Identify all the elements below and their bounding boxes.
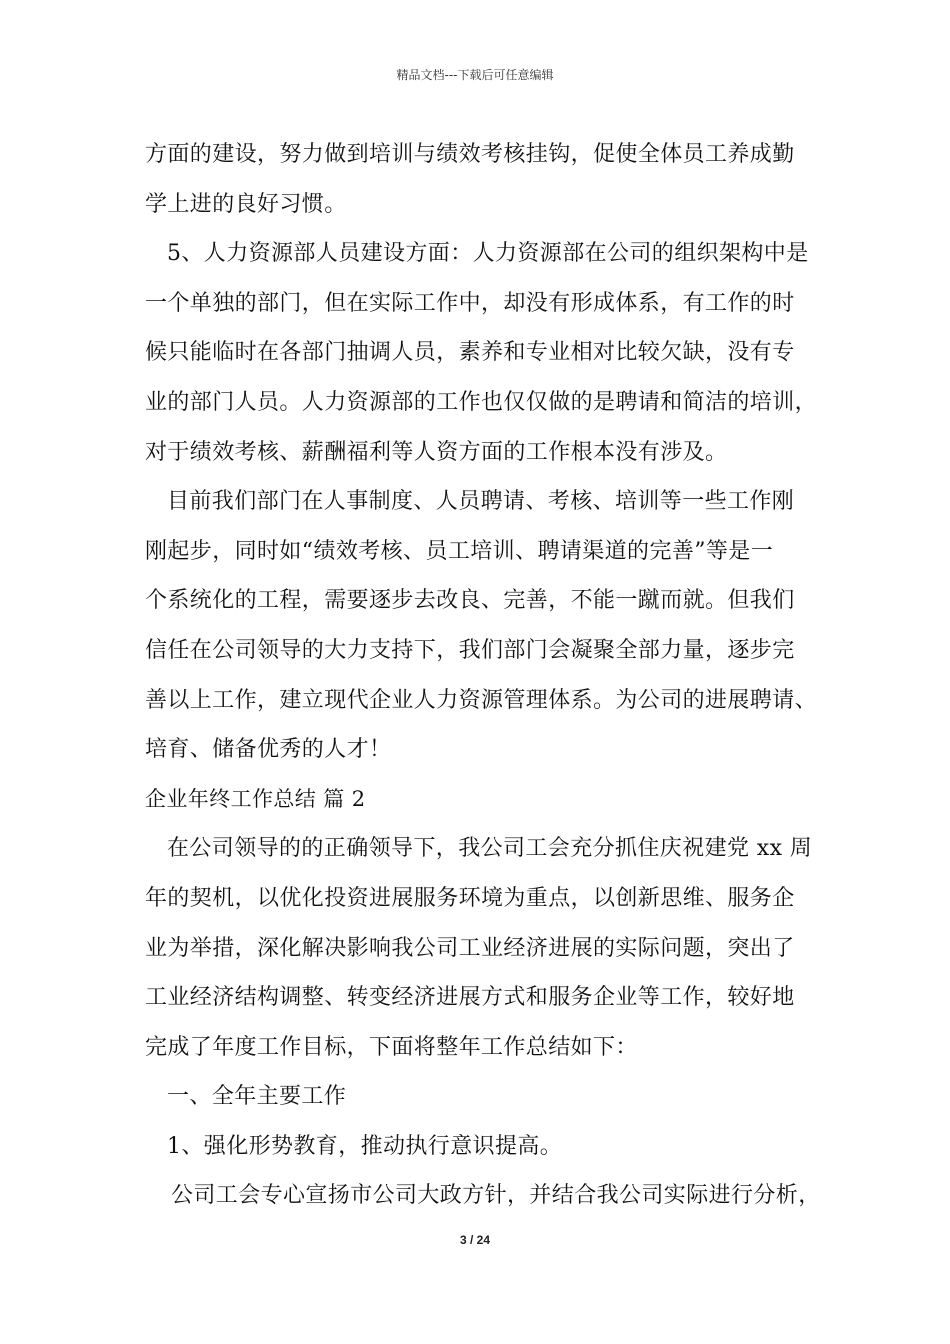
body-line: 目前我们部门在人事制度、人员聘请、考核、培训等一些工作刚	[167, 489, 795, 515]
body-line: 方面的建设，努力做到培训与绩效考核挂钩，促使全体员工养成勤	[145, 142, 795, 167]
body-line: 一个单独的部门，但在实际工作中，却没有形成体系，有工作的时	[145, 290, 795, 316]
section-heading: 企业年终工作总结 篇 2	[145, 786, 366, 811]
body-line: 信任在公司领导的大力支持下，我们部门会凝聚全部力量，逐步完	[145, 637, 795, 663]
document-body	[145, 130, 835, 1221]
body-line: 个系统化的工程，需要逐步去改良、完善，不能一蹴而就。但我们	[145, 588, 795, 614]
body-line: 年的契机，以优化投资进展服务环境为重点，以创新思维、服务企	[145, 885, 795, 911]
body-line: 业为举措，深化解决影响我公司工业经济进展的实际问题，突出了	[145, 935, 795, 961]
body-line: 培育、储备优秀的人才！	[145, 737, 392, 763]
body-line: 5、人力资源部人员建设方面：人力资源部在公司的组织架构中是	[167, 241, 809, 267]
page-number: 3 / 24	[459, 1233, 491, 1247]
body-line: 对于绩效考核、薪酬福利等人资方面的工作根本没有涉及。	[145, 439, 728, 465]
body-line: 完成了年度工作目标，下面将整年工作总结如下：	[145, 1034, 638, 1060]
body-line: 工业经济结构调整、转变经济进展方式和服务企业等工作，较好地	[145, 985, 795, 1011]
body-line: 公司工会专心宣扬市公司大政方针，并结合我公司实际进行分析，	[171, 1183, 821, 1209]
body-line: 善以上工作，建立现代企业人力资源管理体系。为公司的进展聘请、	[145, 687, 818, 713]
subsection-heading: 1、强化形势教育，推动执行意识提高。	[167, 1133, 563, 1159]
body-line: 业的部门人员。人力资源部的工作也仅仅做的是聘请和简洁的培训，	[145, 389, 818, 415]
page-header: 精品文档---下载后可任意编辑	[396, 68, 554, 82]
body-line: 在公司领导的的正确领导下，我公司工会充分抓住庆祝建党 xx 周	[167, 836, 813, 862]
subsection-heading: 一、全年主要工作	[167, 1084, 347, 1110]
body-line: 学上进的良好习惯。	[145, 191, 347, 217]
body-line: 刚起步，同时如“绩效考核、员工培训、聘请渠道的完善”等是一	[145, 538, 774, 564]
body-line: 候只能临时在各部门抽调人员，素养和专业相对比较欠缺，没有专	[145, 340, 795, 366]
